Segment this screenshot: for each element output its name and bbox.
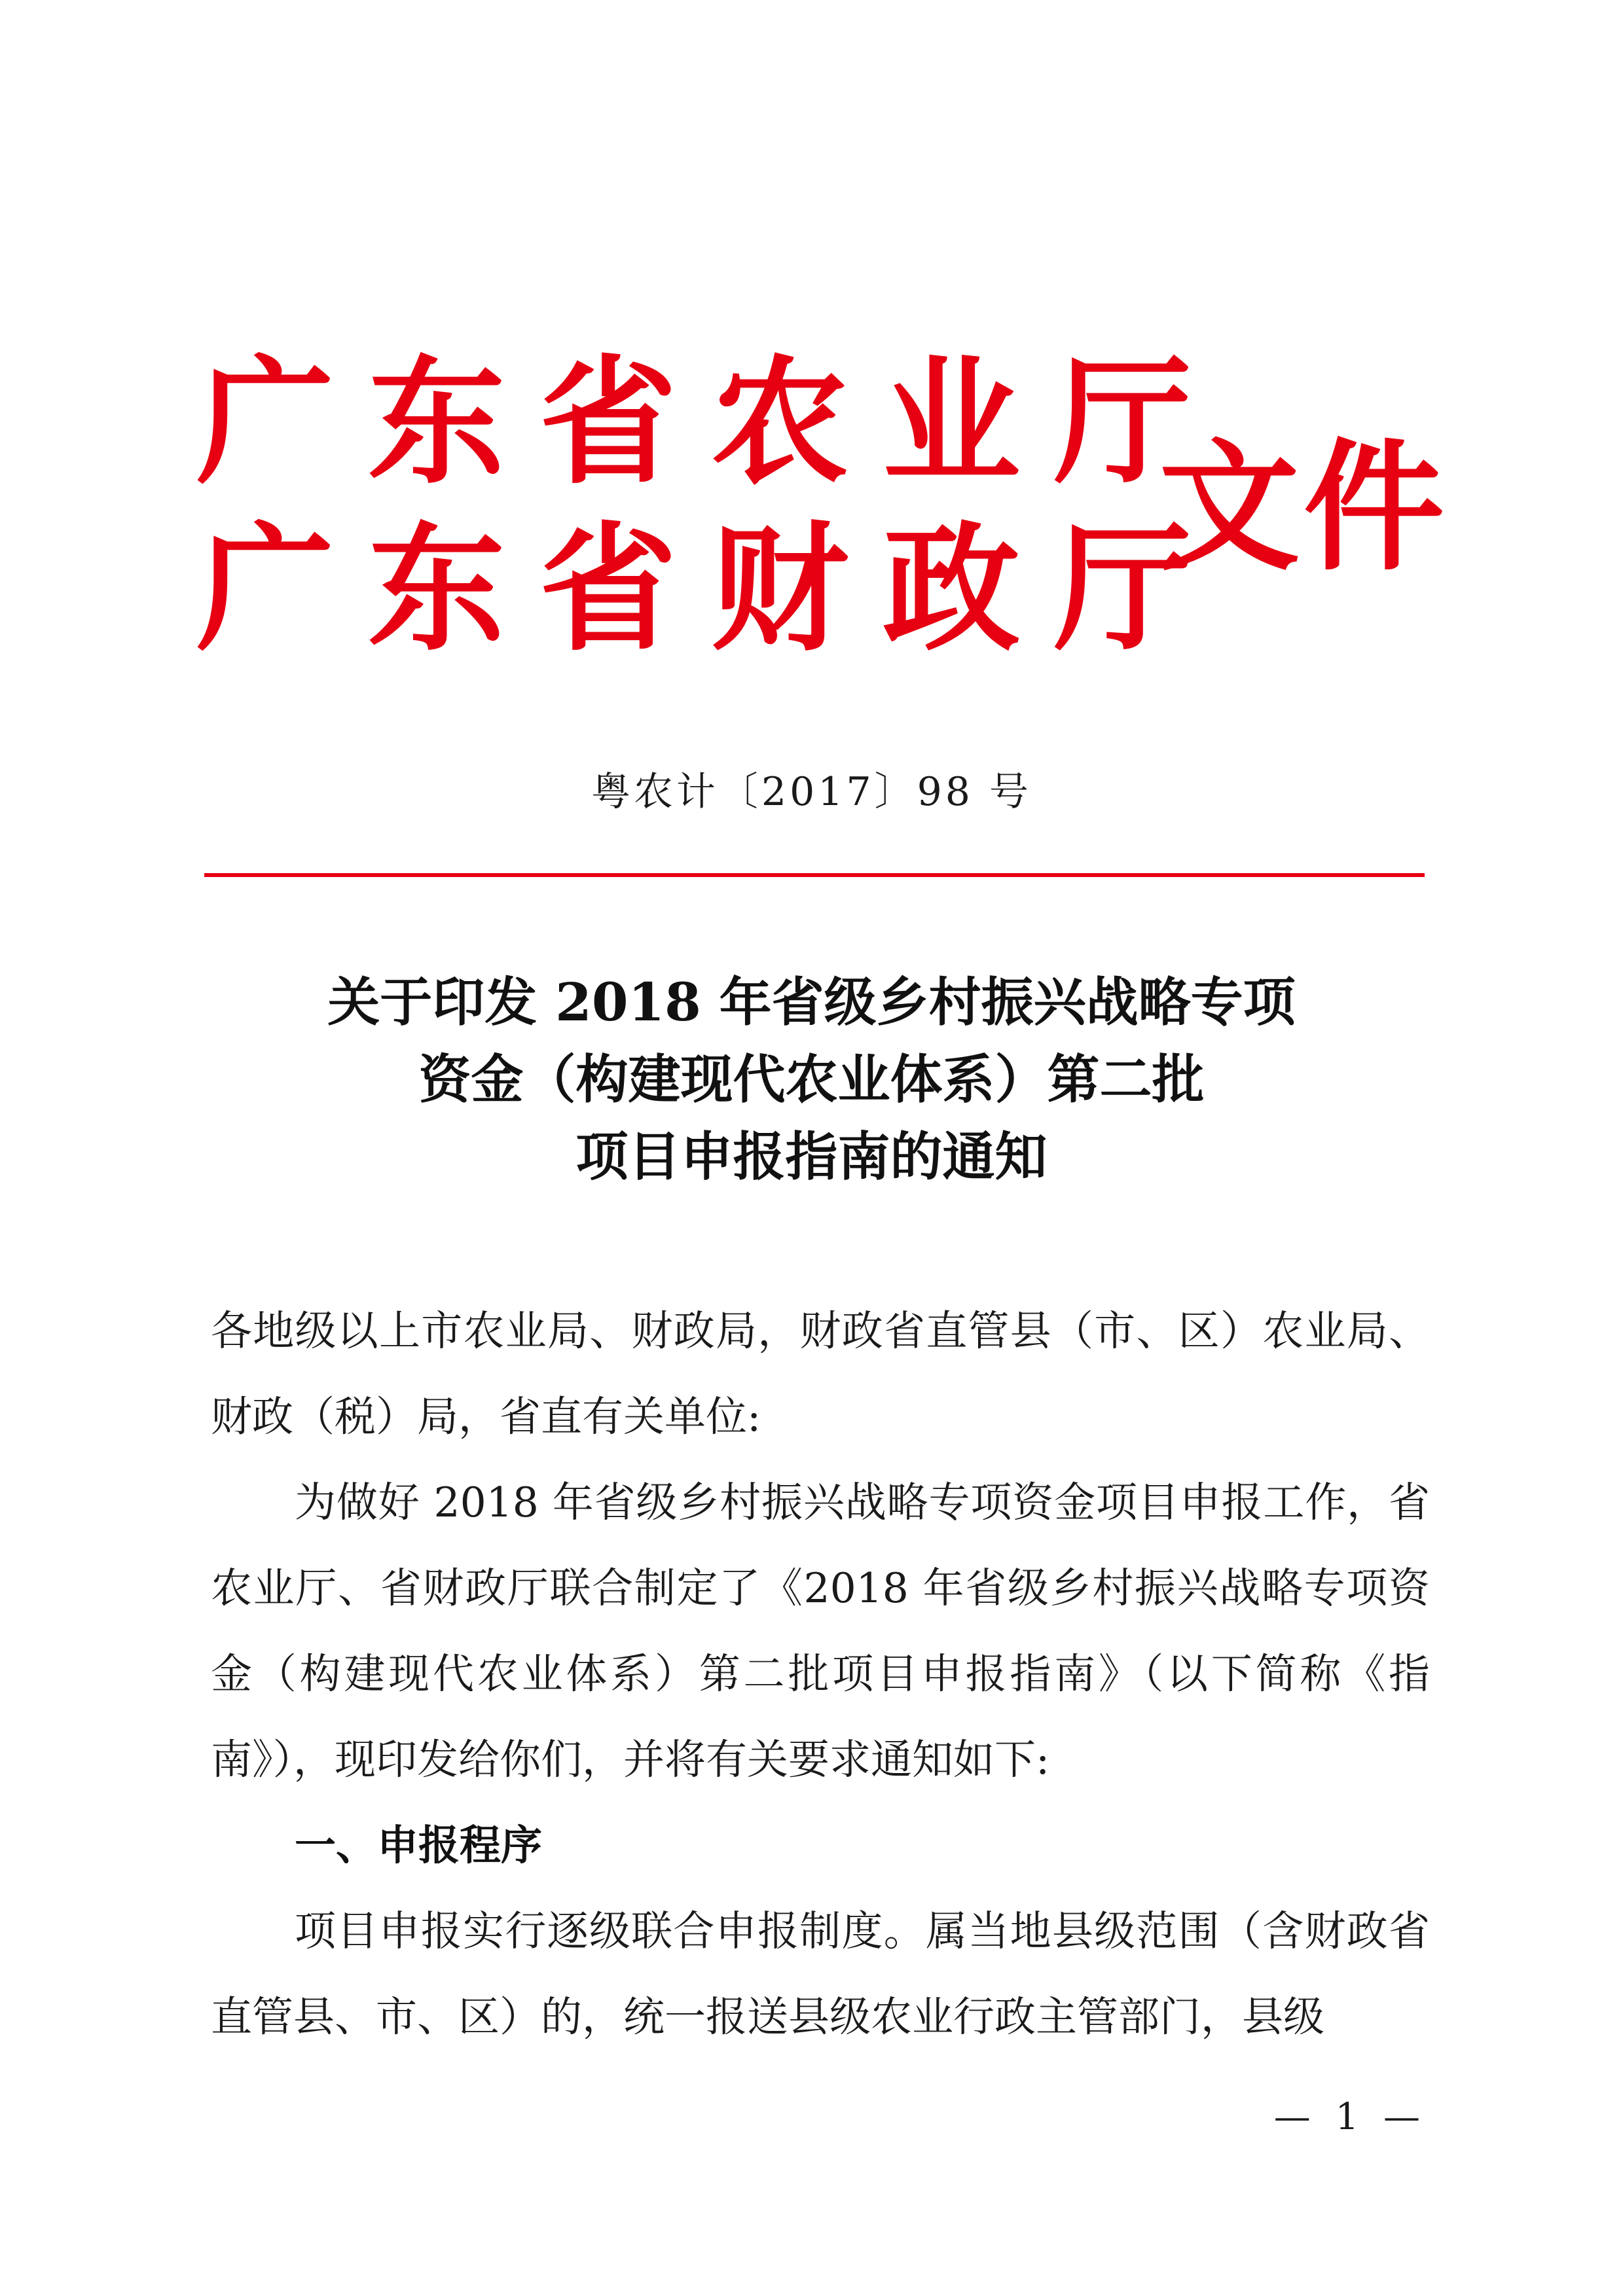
document-header (196, 340, 1473, 681)
intro-paragraph: 为做好 2018 年省级乡村振兴战略专项资金项目申报工作，省农业厅、省财政厅联合制定了《2018 年省级乡村振兴战略专项资金（构建现代农业体系）第二批项目申报指南》（以下简称《指南》），现印发给你们，并将有关要求通知如下: (211, 1479, 1430, 1784)
section-1-paragraph: 项目申报实行逐级联合申报制度。属当地县级范围（含财政省直管县、市、区）的，统一报送县级农业行政主管部门，县级 (211, 1907, 1430, 2041)
document-number: 粤农计〔2017〕98 号 (591, 769, 1032, 815)
notice-title-line-2: 资金（构建现代农业体系）第二批 (418, 1049, 1205, 1110)
red-separator-line (204, 873, 1425, 877)
document-body (211, 1288, 1430, 2060)
issuer-agriculture-department: 广东省农业厅 (196, 341, 1226, 503)
notice-title (0, 963, 1623, 1195)
notice-title-line-1: 关于印发 2018 年省级乡村振兴战略专项 (327, 971, 1296, 1033)
page-number: — 1 — (1273, 2096, 1427, 2138)
notice-title-line-3: 项目申报指南的通知 (575, 1126, 1048, 1187)
document-type-label: 文件 (1159, 424, 1448, 590)
issuer-finance-department: 广东省财政厅 (196, 508, 1226, 670)
section-heading-application-procedure: 一、申报程序 (295, 1821, 542, 1869)
recipients-paragraph: 各地级以上市农业局、财政局，财政省直管县（市、区）农业局、财政（税）局，省直有关单位: (211, 1307, 1430, 1441)
